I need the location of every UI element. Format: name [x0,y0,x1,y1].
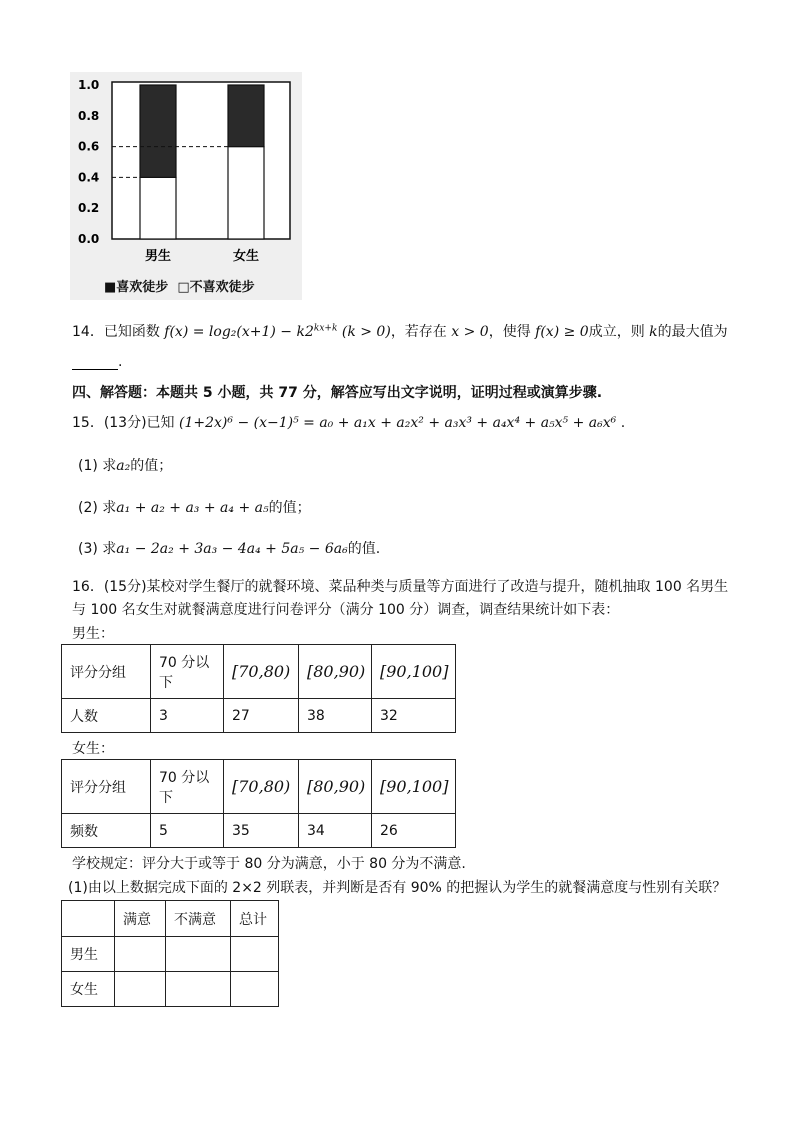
legend-like-swatch: ■ [104,280,117,295]
question-15 [72,412,625,432]
table-header-cell: [80,90) [299,760,372,814]
y-tick-label: 0.6 [78,139,100,154]
table-row-label: 男生 [62,937,115,972]
table-header-cell: [70,80) [224,645,299,699]
table-header-cell [62,901,115,937]
q16-sub-1: (1)由以上数据完成下面的 2×2 列联表，并判断是否有 90% 的把握认为学生的就餐满意度与性别有关联？ [68,880,727,896]
q15-part-3 [78,538,380,558]
q14-condition: (k > 0) [341,324,391,340]
table-cell: 34 [299,814,372,848]
section-4-heading: 四、解答题：本题共 5 小题，共 77 分，解答应写出文字说明，证明过程或演算步骤. [72,385,603,401]
q14-function: f(x) = log₂(x+1) − k2 [164,324,314,340]
legend-dislike-label: 不喜欢徒步 [189,280,255,295]
y-tick-label: 0.4 [78,170,100,185]
q14-mid: ，若存在 [390,324,447,340]
y-tick-label: 0.0 [78,232,100,246]
table-cell[interactable] [231,937,279,972]
q14-inequality: f(x) ≥ 0 [535,324,589,340]
table-header-cell: 70 分以下 [151,645,224,699]
female-label: 女生： [72,741,114,757]
table-cell: 5 [151,814,224,848]
table-row-label: 女生 [62,972,115,1007]
q14-k: k [649,324,658,340]
q14-end: 成立，则 [588,324,645,340]
contingency-table [61,900,279,1007]
q14-answer-blank[interactable] [72,355,118,370]
q15-tail: . [620,415,626,431]
table-row-label: 人数 [62,699,151,733]
female-score-table [61,759,456,848]
table-header-cell: 总计 [231,901,279,937]
q14-prefix: 14．已知函数 [72,324,160,340]
table-header-cell: 评分分组 [62,645,151,699]
table-cell: 27 [224,699,299,733]
stacked-bar-chart [70,72,302,300]
q15-equation: (1+2x)⁶ − (x−1)⁵ = a₀ + a₁x + a₂x² + a₃x³ + a₄x⁴ + a₅x⁵ + a₆x⁶ [179,415,617,431]
table-header-cell: [90,100] [372,645,456,699]
y-tick-label: 0.8 [78,108,100,123]
chart-legend [104,276,255,295]
q14-answer-line [72,354,122,370]
q15-p3-post: 的值. [347,541,381,557]
table-cell: 26 [372,814,456,848]
q16-line-2: 与 100 名女生对就餐满意度进行问卷评分（满分 100 分）调查，调查结果统计如下表： [72,602,620,618]
y-tick-label: 0.2 [78,201,100,216]
table-row [62,972,279,1007]
table-row [62,937,279,972]
table-cell[interactable] [115,972,166,1007]
school-rule: 学校规定：评分大于或等于 80 分为满意，小于 80 分为不满意. [72,856,466,872]
table-header-cell: 满意 [115,901,166,937]
q15-p1-math: a₂ [116,458,131,474]
table-cell[interactable] [115,937,166,972]
q14-end2: 的最大值为 [657,324,728,340]
table-header-cell: [70,80) [224,760,299,814]
table-header-cell: [80,90) [299,645,372,699]
legend-dislike-swatch: □ [177,280,190,295]
bar-segment [228,147,264,239]
male-label: 男生： [72,626,114,642]
table-row [62,760,456,814]
chart-svg [70,72,302,300]
table-cell: 32 [372,699,456,733]
table-row [62,901,279,937]
table-cell: 3 [151,699,224,733]
table-cell[interactable] [166,972,231,1007]
q15-p2-post: 的值； [268,500,311,516]
question-14 [72,321,728,341]
q15-p2-math: a₁ + a₂ + a₃ + a₄ + a₅ [116,500,269,516]
q14-exponent: kx+k [313,323,338,334]
q14-x-condition: x > 0 [451,324,489,340]
bar-segment [140,177,176,239]
x-category-label: 男生 [144,249,172,264]
table-header-cell: [90,100] [372,760,456,814]
q15-p3-math: a₁ − 2a₂ + 3a₃ − 4a₄ + 5a₅ − 6a₆ [116,541,348,557]
bar-segment [228,85,264,147]
table-row [62,699,456,733]
legend-like-label: 喜欢徒步 [116,280,169,295]
table-row [62,645,456,699]
table-header-cell: 评分分组 [62,760,151,814]
table-cell: 35 [224,814,299,848]
male-score-table [61,644,456,733]
table-cell[interactable] [166,937,231,972]
x-category-label: 女生 [232,249,260,264]
table-row [62,814,456,848]
table-header-cell: 不满意 [166,901,231,937]
table-cell: 38 [299,699,372,733]
q14-mid2: ，使得 [488,324,531,340]
q15-p3-pre: (3) 求 [78,541,117,557]
table-cell[interactable] [231,972,279,1007]
q15-p1-pre: (1) 求 [78,458,117,474]
table-row-label: 频数 [62,814,151,848]
q15-p1-post: 的值； [130,458,173,474]
q15-part-1 [78,455,172,475]
bar-segment [140,85,176,177]
q15-p2-pre: (2) 求 [78,500,117,516]
q15-part-2 [78,497,311,517]
q16-line-1: 16．(15分)某校对学生餐厅的就餐环境、菜品种类与质量等方面进行了改造与提升，随机抽取 100 名男生 [72,579,729,595]
q14-blank-end: . [118,354,123,370]
y-tick-label: 1.0 [78,78,100,92]
q15-head: 15．(13分)已知 [72,415,175,431]
table-header-cell: 70 分以下 [151,760,224,814]
